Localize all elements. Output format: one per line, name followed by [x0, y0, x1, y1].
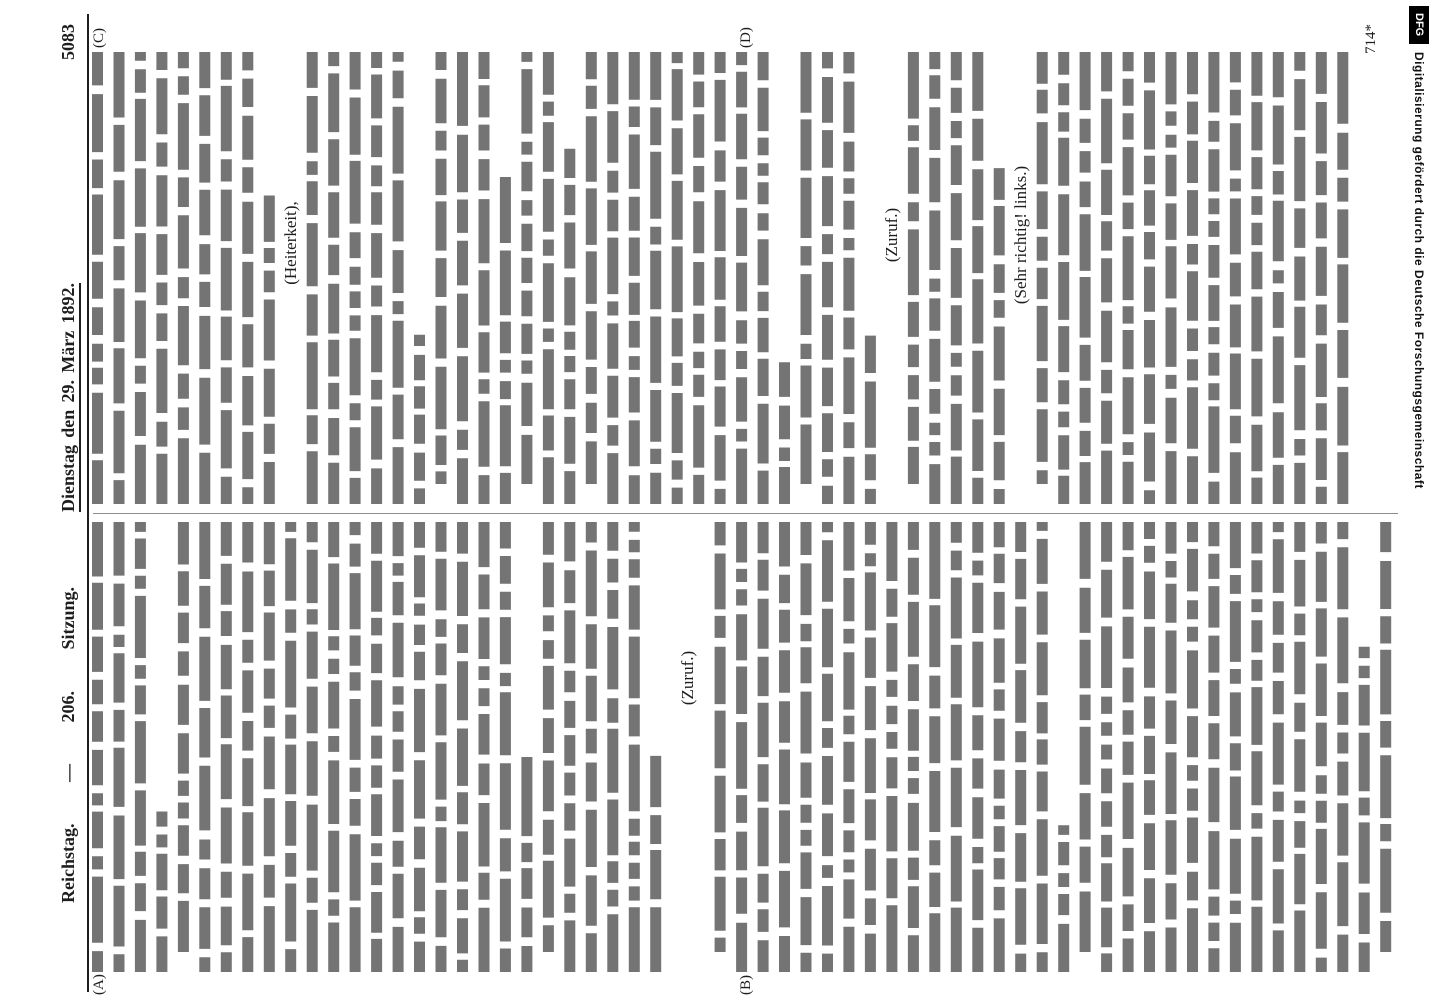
text-line: [178, 522, 189, 952]
sheet-marker: 714*: [1363, 24, 1379, 54]
text-line: [135, 52, 146, 504]
text-line: [1380, 522, 1391, 952]
interjection-heiterkeit: (Heiterkeit),: [281, 201, 300, 285]
text-line: [199, 522, 210, 972]
margin-marker-c: (C): [91, 28, 107, 48]
dfg-logo: DFG: [1409, 6, 1429, 44]
header-rule: [87, 14, 89, 992]
text-line: [1058, 825, 1069, 972]
text-line: [801, 522, 812, 972]
text-line: [1015, 522, 1026, 972]
text-line: [1187, 522, 1198, 972]
text-line: [629, 522, 640, 972]
text-line: [350, 522, 361, 972]
margin-marker-d: (D): [738, 27, 754, 48]
text-line: [264, 196, 275, 505]
text-line: [1230, 52, 1241, 504]
text-line: [371, 52, 382, 504]
text-line: [1080, 522, 1091, 952]
page-number: 5083: [58, 24, 78, 60]
text-line: [715, 52, 726, 504]
text-line: [1123, 522, 1134, 972]
text-line: [328, 522, 339, 972]
text-line: [822, 522, 833, 972]
text-line: [178, 52, 189, 504]
text-line: [1123, 52, 1134, 504]
text-line: [865, 336, 876, 504]
text-line: [1037, 52, 1048, 484]
text-line: [586, 522, 597, 972]
text-line: [285, 522, 296, 972]
text-line: [586, 52, 597, 484]
text-line: [543, 52, 554, 504]
text-line: [1251, 52, 1262, 504]
text-line: [779, 362, 790, 504]
text-line: [328, 52, 339, 504]
text-line: [521, 757, 532, 972]
text-line: [779, 522, 790, 972]
text-line: [393, 522, 404, 972]
text-line: [1359, 647, 1370, 972]
text-line: [607, 52, 618, 504]
text-line: [242, 522, 253, 972]
text-line: [822, 52, 833, 504]
text-line: [1101, 522, 1112, 972]
text-line: [994, 522, 1005, 972]
text-line: [135, 522, 146, 972]
text-line: [1294, 52, 1305, 504]
text-line: [607, 522, 618, 972]
text-line: [908, 522, 919, 972]
text-line: [1273, 52, 1284, 504]
text-line: [199, 52, 210, 504]
text-line: [1294, 522, 1305, 972]
text-line: [1316, 52, 1327, 504]
text-line: [307, 52, 318, 504]
text-line: [1144, 52, 1155, 504]
text-line: [1337, 522, 1348, 972]
text-line: [264, 522, 275, 972]
text-line: [1058, 52, 1069, 504]
text-line: [1230, 522, 1241, 972]
text-line: [1337, 52, 1348, 504]
digitization-strip: [1406, 0, 1432, 1000]
text-line: [994, 168, 1005, 504]
text-line: [307, 522, 318, 972]
digitization-note: Digitalisierung gefördert durch die Deutsche Forschungsgemeinschaft: [1412, 52, 1426, 489]
text-line: [500, 177, 511, 504]
text-line: [564, 522, 575, 972]
text-line: [1080, 52, 1091, 504]
text-line: [843, 52, 854, 504]
interjection-zuruf-right: (Zuruf.): [882, 207, 901, 263]
text-line: [393, 52, 404, 504]
text-line: [1144, 522, 1155, 972]
text-line: [457, 52, 468, 504]
text-line: [629, 52, 640, 504]
interjection-zuruf-left: (Zuruf.): [678, 650, 697, 706]
text-line: [929, 522, 940, 972]
text-line: [156, 812, 167, 973]
text-line: [479, 522, 490, 972]
text-line: [1273, 522, 1284, 972]
text-line: [650, 52, 661, 504]
text-line: [1166, 52, 1177, 504]
text-line: [1166, 522, 1177, 972]
header-date: Dienstag den 29. März 1892.: [58, 283, 81, 512]
text-line: [436, 52, 447, 484]
text-line: [865, 522, 876, 972]
text-line: [886, 522, 897, 972]
text-line: [92, 52, 103, 504]
text-line: [242, 52, 253, 504]
text-line: [221, 52, 232, 504]
text-line: [92, 522, 103, 972]
text-line: [564, 149, 575, 504]
text-line: [156, 52, 167, 504]
text-line: [951, 522, 962, 972]
text-line: [951, 52, 962, 504]
text-line: [500, 522, 511, 972]
text-line: [758, 522, 769, 972]
text-line: [1101, 52, 1112, 504]
text-line: [371, 522, 382, 972]
text-line: [908, 52, 919, 484]
text-line: [479, 52, 490, 504]
text-line: [736, 52, 747, 504]
text-line: [972, 522, 983, 972]
text-line: [436, 522, 447, 972]
text-line: [758, 52, 769, 504]
text-line: [972, 52, 983, 504]
text-line: [221, 522, 232, 972]
text-line: [350, 52, 361, 504]
margin-marker-b: (B): [738, 975, 754, 995]
text-line: [693, 52, 704, 504]
text-line: [1037, 522, 1048, 972]
header-session: Reichstag. — 206. Sitzung.: [58, 587, 78, 903]
text-line: [672, 52, 683, 504]
text-line: [414, 522, 425, 972]
text-line: [843, 522, 854, 972]
text-line: [1251, 522, 1262, 972]
text-line: [457, 522, 468, 972]
column-divider: [93, 513, 1398, 514]
text-line: [414, 335, 425, 504]
text-line: [650, 756, 661, 972]
text-line: [1208, 52, 1219, 504]
text-line: [521, 52, 532, 484]
text-line: [114, 522, 125, 972]
text-line: [1187, 52, 1198, 504]
text-line: [929, 52, 940, 504]
text-line: [1208, 522, 1219, 972]
text-line: [543, 522, 554, 952]
margin-marker-a: (A): [91, 974, 107, 995]
interjection-sehr-richtig: (Sehr richtig! links.): [1011, 165, 1030, 305]
text-line: [1316, 522, 1327, 972]
text-line: [114, 52, 125, 504]
text-line: [715, 522, 726, 952]
text-column-left: [92, 522, 1391, 972]
text-line: [801, 52, 812, 484]
text-line: [736, 522, 747, 972]
